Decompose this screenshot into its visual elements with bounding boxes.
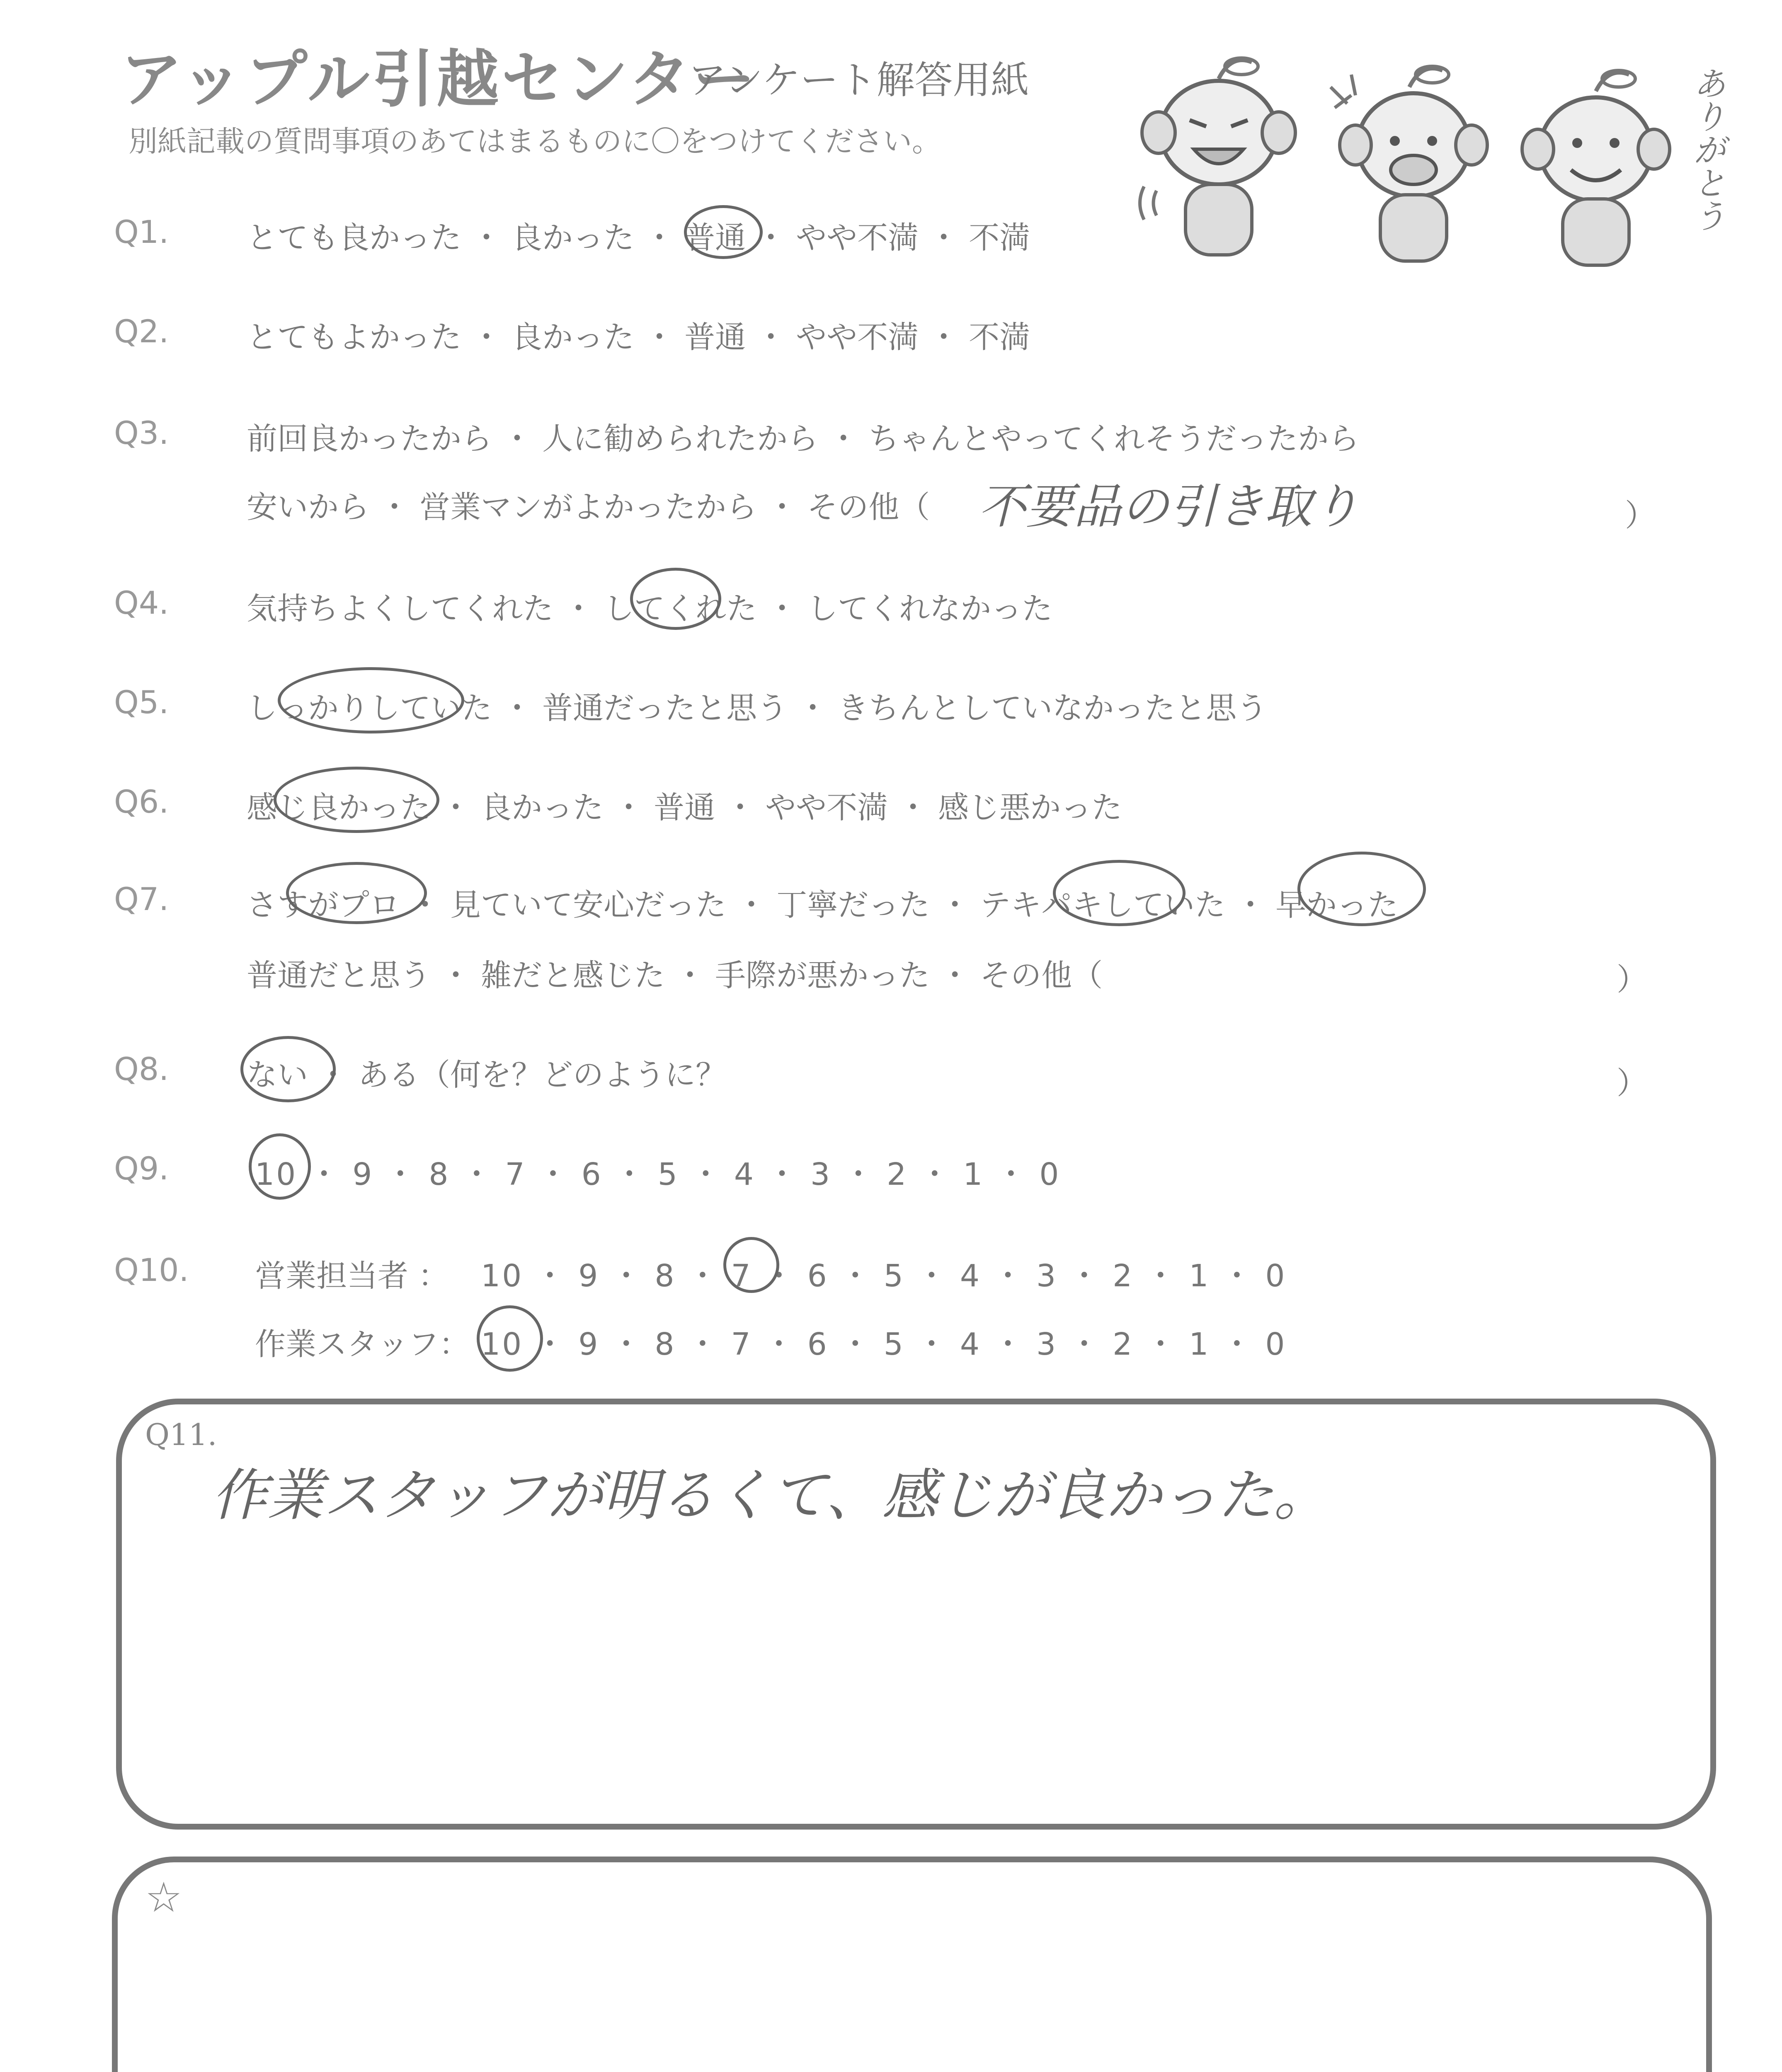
- q4-label: Q4.: [114, 584, 169, 621]
- q10-sales-selected-circle: [723, 1237, 779, 1293]
- q9-scale: 10 ・ 9 ・ 8 ・ 7 ・ 6 ・ 5 ・ 4 ・ 3 ・ 2 ・ 1 ・ 0: [255, 1157, 1061, 1192]
- q7-label: Q7.: [114, 881, 169, 917]
- q9-label: Q9.: [114, 1150, 169, 1187]
- q3-other-answer: 不要品の引き取り: [978, 479, 1360, 535]
- q7-line1: さすがプロ ・ 見ていて安心だった ・ 丁寧だった ・ テキパキしていた ・ 早かった: [247, 887, 1399, 923]
- monkey-mascot-smiling-icon: [1517, 66, 1675, 274]
- star-comment-box: [112, 1857, 1712, 2072]
- q1-options: とても良かった ・ 良かった ・ 普通 ・ やや不満 ・ 不満: [247, 220, 1030, 256]
- q10-sales-scale: 10 ・ 9 ・ 8 ・ 7 ・ 6 ・ 5 ・ 4 ・ 3 ・ 2 ・ 1 ・ 0: [481, 1258, 1287, 1294]
- q10-staff-selected-circle: [477, 1305, 543, 1372]
- q1-label: Q1.: [114, 213, 169, 250]
- q4-selected-circle: [630, 568, 721, 630]
- q5-label: Q5.: [114, 684, 169, 721]
- q6-options: 感じ良かった ・ 良かった ・ 普通 ・ やや不満 ・ 感じ悪かった: [247, 790, 1123, 825]
- q8-options: ない ・ ある（何を？どのように？: [247, 1057, 727, 1093]
- q6-label: Q6.: [114, 783, 169, 820]
- monkey-mascot-laughing-icon: [1136, 50, 1310, 265]
- monkey-mascot-giggling-icon: [1326, 62, 1501, 269]
- q10-staff-scale: 10 ・ 9 ・ 8 ・ 7 ・ 6 ・ 5 ・ 4 ・ 3 ・ 2 ・ 1 ・ 0: [481, 1326, 1287, 1362]
- q3-line2: 安いから ・ 営業マンがよかったから ・ その他（: [247, 489, 930, 525]
- q2-label: Q2.: [114, 313, 169, 350]
- q5-options: しっかりしていた ・ 普通だったと思う ・ きちんとしていなかったと思う: [247, 690, 1268, 726]
- form-title: アップル引越センター: [120, 44, 758, 116]
- q10-label: Q10.: [114, 1251, 189, 1288]
- q9-selected-circle: [249, 1133, 311, 1200]
- q7-close-paren: ）: [1617, 962, 1647, 997]
- q11-label: Q11.: [145, 1417, 217, 1452]
- thanks-text: ありがとう: [1687, 66, 1726, 232]
- q3-line1: 前回良かったから ・ 人に勧められたから ・ ちゃんとやってくれそうだったから: [247, 421, 1360, 457]
- q3-label: Q3.: [114, 414, 169, 451]
- star-label: ☆: [145, 1873, 182, 1922]
- q11-answer: 作業スタッフが明るくて、感じが良かった。: [211, 1463, 1330, 1528]
- q8-selected-circle: [240, 1036, 336, 1102]
- q6-selected-circle: [274, 767, 439, 833]
- form-instruction: 別紙記載の質問事項のあてはまるものに〇をつけてください。: [128, 124, 941, 158]
- q7-line2: 普通だと思う ・ 雑だと感じた ・ 手際が悪かった ・ その他（: [247, 958, 1103, 993]
- q7-selected-circle-3: [1297, 852, 1426, 926]
- q3-close-paren: ）: [1625, 498, 1656, 533]
- q2-options: とてもよかった ・ 良かった ・ 普通 ・ やや不満 ・ 不満: [247, 320, 1030, 355]
- q1-selected-circle: [684, 205, 763, 259]
- q4-options: 気持ちよくしてくれた ・ してくれた ・ してくれなかった: [247, 591, 1053, 627]
- q10-sales-label: 営業担当者 ：: [255, 1258, 449, 1294]
- q7-selected-circle-2: [1053, 860, 1186, 926]
- q10-staff-label: 作業スタッフ：: [255, 1326, 470, 1362]
- q8-label: Q8.: [114, 1051, 169, 1087]
- form-subtitle: アンケート解答用紙: [688, 58, 1029, 102]
- q8-close-paren: ）: [1617, 1065, 1647, 1101]
- q7-selected-circle-1: [286, 862, 427, 924]
- q5-selected-circle: [278, 667, 464, 733]
